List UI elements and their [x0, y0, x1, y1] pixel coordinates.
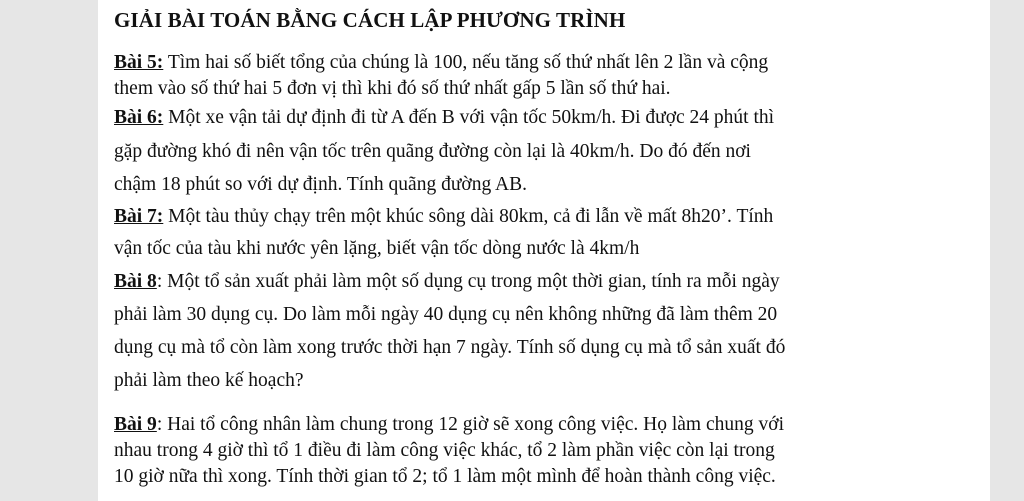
problem-5-line-1: Bài 5: Tìm hai số biết tổng của chúng là 100, nếu tăng số thứ nhất lên 2 lần và cộng — [114, 52, 769, 73]
problem-6-label: Bài 6: — [114, 107, 164, 128]
problem-7-line-2: vận tốc của tàu khi nước yên lặng, biết vận tốc dòng nước là 4km/h — [114, 238, 640, 259]
problem-6-line-1: Bài 6: Một xe vận tải dự định đi từ A đến B với vận tốc 50km/h. Đi được 24 phút thì — [114, 107, 775, 128]
problem-9-label: Bài 9 — [114, 414, 157, 435]
problem-5-label: Bài 5: — [114, 52, 164, 73]
problem-9-line-1: Bài 9: Hai tổ công nhân làm chung trong 12 giờ sẽ xong công việc. Họ làm chung với — [114, 414, 784, 435]
problem-8-line-1: Bài 8: Một tổ sản xuất phải làm một số dụng cụ trong một thời gian, tính ra mỗi ngày — [114, 271, 780, 292]
problem-8-label: Bài 8 — [114, 271, 157, 292]
problem-8-line-3: dụng cụ mà tổ còn làm xong trước thời hạn 7 ngày. Tính số dụng cụ mà tổ sản xuất đó — [114, 337, 786, 358]
problem-8-line-4: phải làm theo kế hoạch? — [114, 370, 304, 391]
document-title: GIẢI BÀI TOÁN BẰNG CÁCH LẬP PHƯƠNG TRÌNH — [114, 8, 626, 32]
problem-8-line-2: phải làm 30 dụng cụ. Do làm mỗi ngày 40 dụng cụ nên không những đã làm thêm 20 — [114, 304, 778, 325]
problem-7-line-1: Bài 7: Một tàu thủy chạy trên một khúc sông dài 80km, cả đi lẫn về mất 8h20’. Tính — [114, 206, 774, 227]
problem-6-line-2: gặp đường khó đi nên vận tốc trên quãng đường còn lại là 40km/h. Do đó đến nơi — [114, 141, 751, 162]
document-page — [98, 0, 990, 501]
problem-9-line-3: 10 giờ nữa thì xong. Tính thời gian tổ 2; tổ 1 làm một mình để hoàn thành công việc. — [114, 466, 776, 487]
problem-5-line-2: them vào số thứ hai 5 đơn vị thì khi đó số thứ nhất gấp 5 lần số thứ hai. — [114, 78, 671, 99]
problem-7-label: Bài 7: — [114, 206, 164, 227]
problem-9-line-2: nhau trong 4 giờ thì tổ 1 điều đi làm công việc khác, tổ 2 làm phần việc còn lại trong — [114, 440, 775, 461]
problem-6-line-3: chậm 18 phút so với dự định. Tính quãng đường AB. — [114, 174, 527, 195]
